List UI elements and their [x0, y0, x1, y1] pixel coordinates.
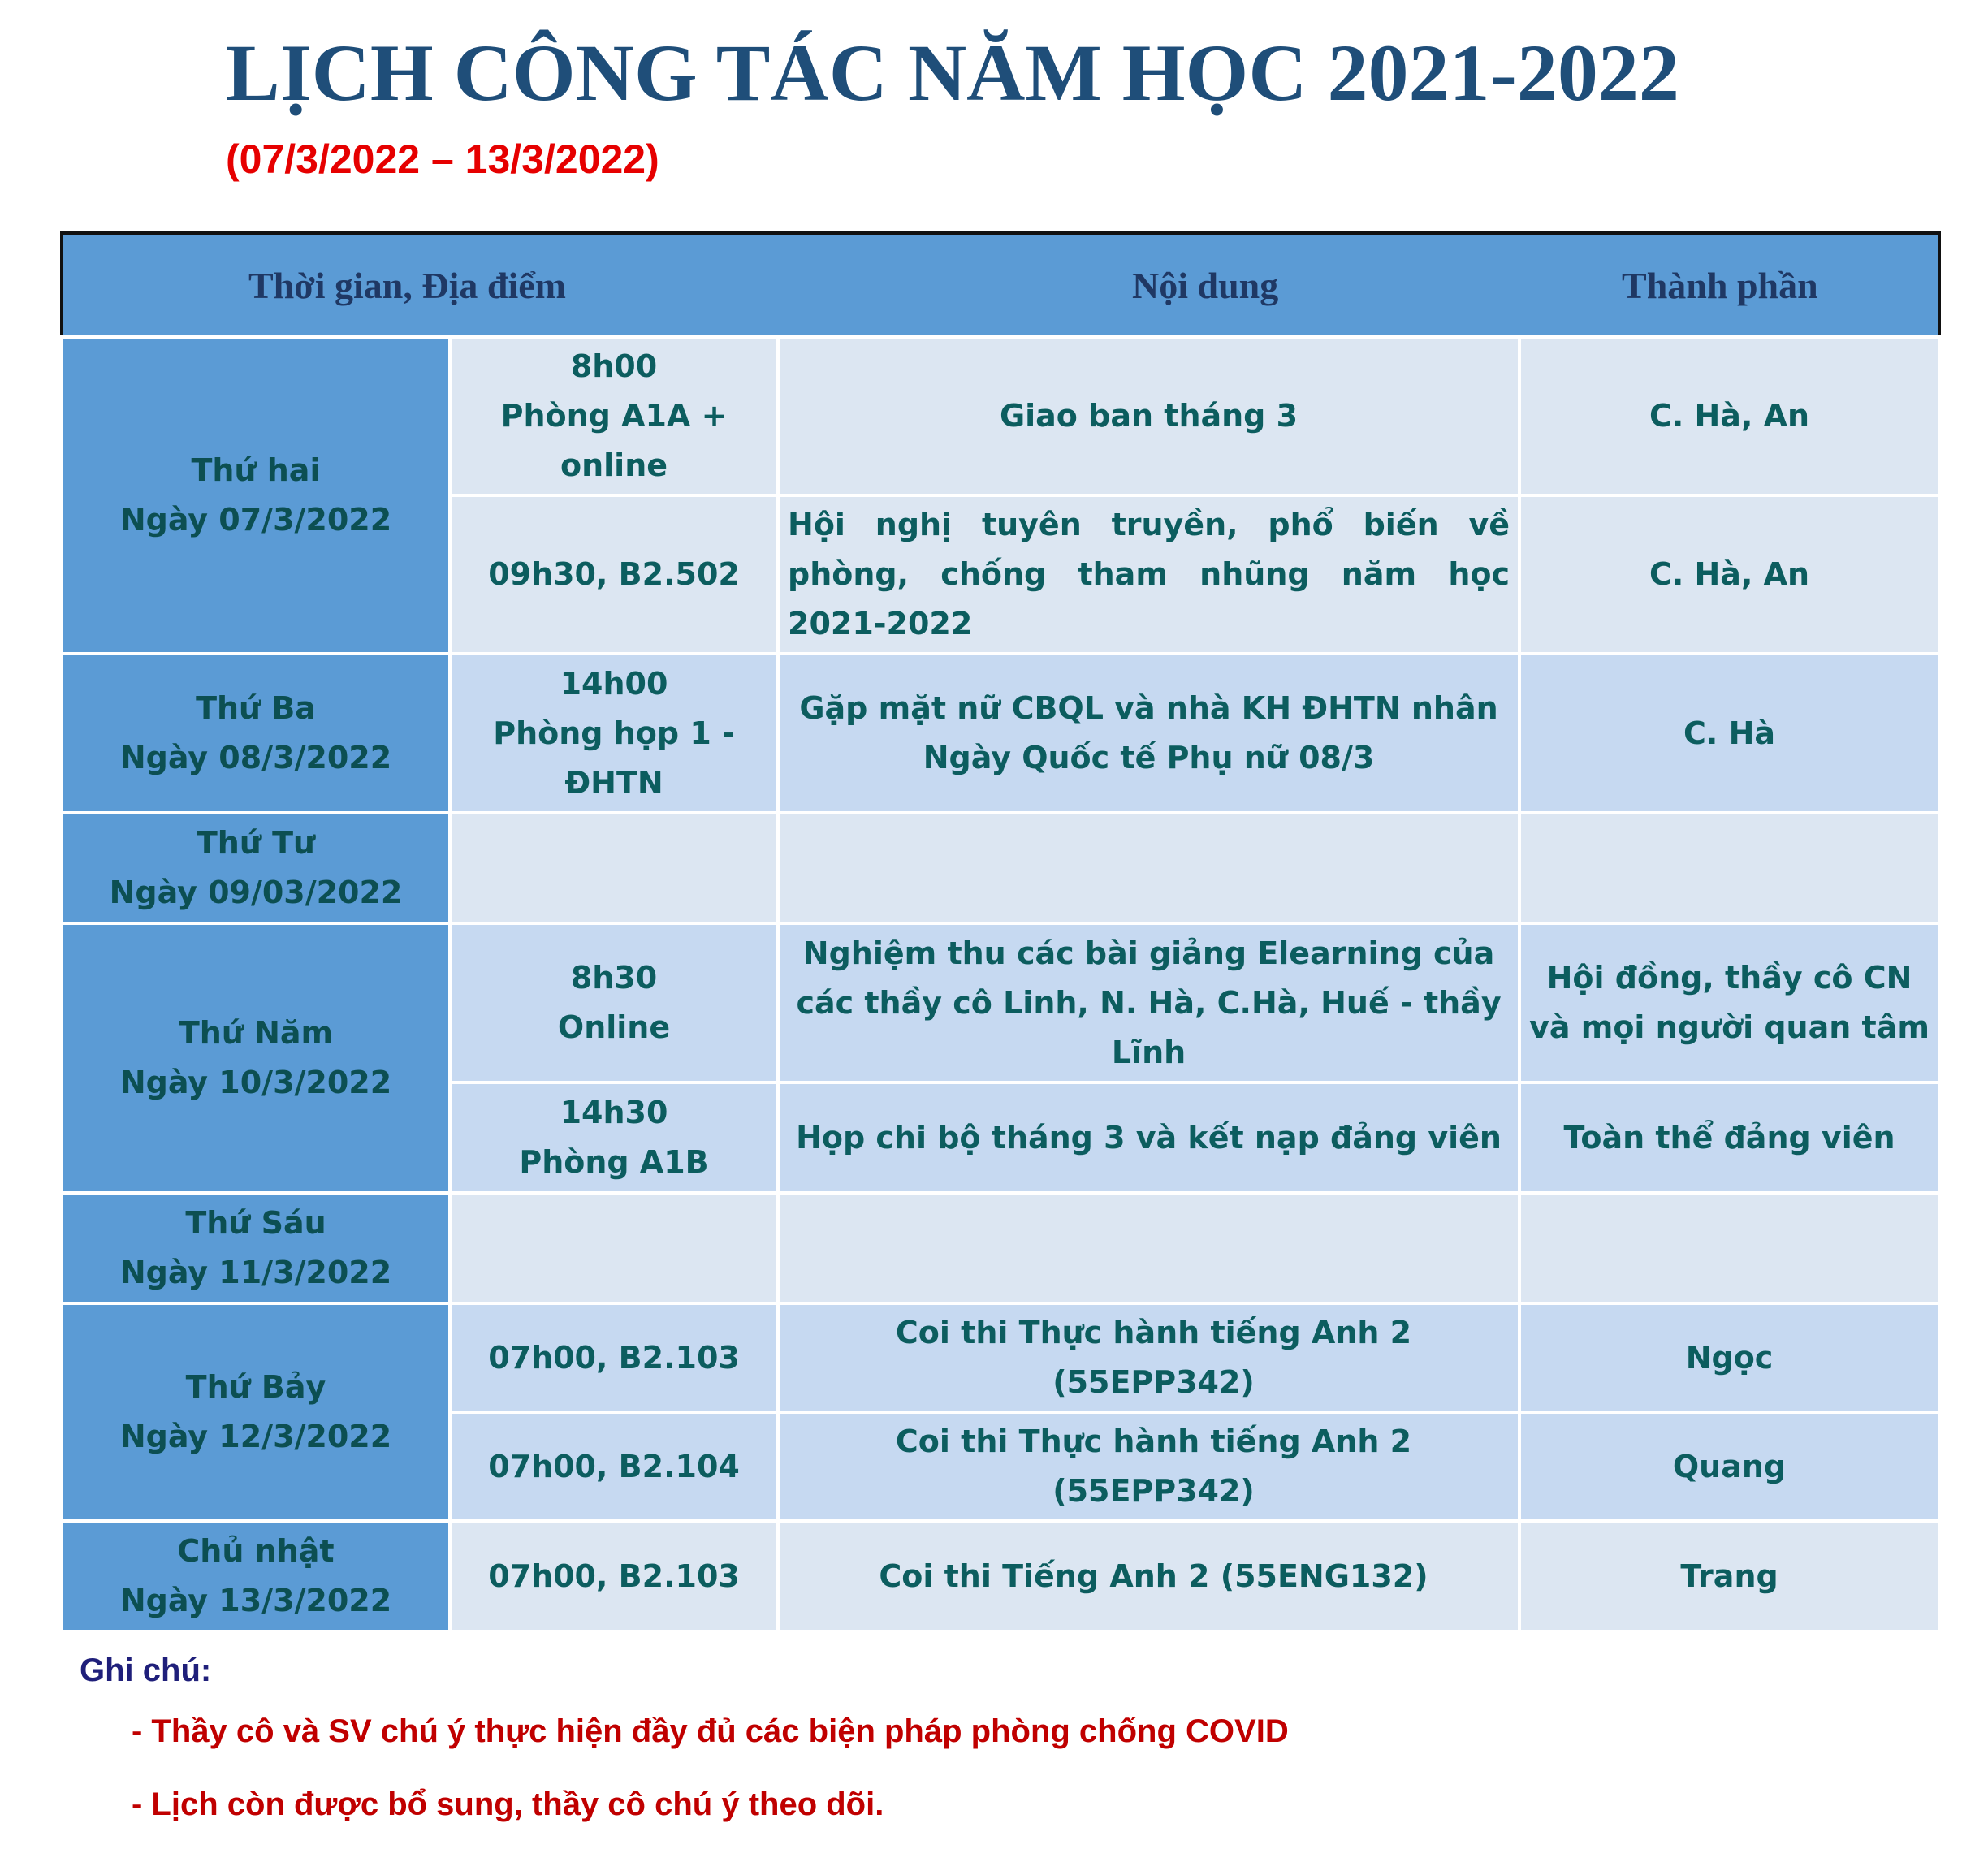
place: Phòng họp 1 - — [493, 715, 735, 751]
day-cell — [62, 1521, 450, 1631]
date: Ngày 10/3/2022 — [119, 1065, 392, 1100]
header-row — [62, 233, 1939, 337]
note-item: - Lịch còn được bổ sung, thầy cô chú ý theo dõi. — [132, 1786, 884, 1822]
date: Ngày 09/03/2022 — [109, 875, 403, 910]
content-cell: Họp chi bộ tháng 3 và kết nạp đảng viên — [778, 1082, 1519, 1193]
date: Ngày 13/3/2022 — [119, 1583, 392, 1618]
time: 14h30 — [560, 1095, 668, 1130]
day-cell — [62, 654, 450, 813]
time-place-cell — [450, 337, 778, 495]
day-cell — [62, 813, 450, 923]
weekday: Thứ Tư — [196, 825, 316, 861]
content-cell: Coi thi Thực hành tiếng Anh 2 (55EPP342) — [778, 1412, 1519, 1521]
header-time-place: Thời gian, Địa điểm — [62, 233, 778, 337]
date: Ngày 07/3/2022 — [119, 502, 392, 538]
content-cell — [778, 1193, 1519, 1303]
table-row — [62, 923, 1939, 1082]
page-title: LỊCH CÔNG TÁC NĂM HỌC 2021-2022 — [226, 28, 1679, 118]
date: Ngày 08/3/2022 — [119, 740, 392, 775]
day-cell — [62, 1193, 450, 1303]
time-place-cell: 07h00, B2.103 — [450, 1521, 778, 1631]
participants-cell — [1519, 1193, 1939, 1303]
participants-cell: Quang — [1519, 1412, 1939, 1521]
content-cell: Hội nghị tuyên truyền, phổ biến về phòng, chống tham nhũng năm học 2021-2022 — [778, 495, 1519, 654]
place: Phòng A1B — [519, 1144, 709, 1180]
time-place-cell: 07h00, B2.104 — [450, 1412, 778, 1521]
header-participants: Thành phần — [1519, 233, 1939, 337]
table-row — [62, 1193, 1939, 1303]
participants-cell — [1519, 813, 1939, 923]
weekday: Thứ Năm — [178, 1015, 334, 1051]
table-row — [62, 1303, 1939, 1412]
time-place-cell — [450, 1193, 778, 1303]
time-place-cell — [450, 923, 778, 1082]
participants-cell: Hội đồng, thầy cô CN và mọi người quan tâm — [1519, 923, 1939, 1082]
participants-cell: C. Hà, An — [1519, 337, 1939, 495]
table-row — [62, 1521, 1939, 1631]
content-cell: Nghiệm thu các bài giảng Elearning của các thầy cô Linh, N. Hà, C.Hà, Huế - thầy Lĩnh — [778, 923, 1519, 1082]
day-cell — [62, 923, 450, 1193]
notes-label: Ghi chú: — [80, 1653, 212, 1688]
content-cell: Giao ban tháng 3 — [778, 337, 1519, 495]
date: Ngày 12/3/2022 — [119, 1419, 392, 1454]
participants-cell: C. Hà — [1519, 654, 1939, 813]
time: 8h00 — [570, 348, 658, 384]
place: Online — [557, 1009, 671, 1045]
time: 8h30 — [570, 960, 658, 996]
place: online — [560, 447, 668, 483]
time-place-cell — [450, 813, 778, 923]
place: ĐHTN — [564, 764, 663, 801]
note-item: - Thầy cô và SV chú ý thực hiện đầy đủ các biện pháp phòng chống COVID — [132, 1713, 1289, 1749]
content-cell: Coi thi Tiếng Anh 2 (55ENG132) — [778, 1521, 1519, 1631]
weekday: Thứ Ba — [196, 690, 316, 726]
content-cell — [778, 813, 1519, 923]
weekday: Thứ hai — [191, 452, 321, 488]
weekday: Chủ nhật — [177, 1533, 335, 1569]
time-place-cell: 09h30, B2.502 — [450, 495, 778, 654]
date: Ngày 11/3/2022 — [119, 1255, 392, 1290]
time-place-cell: 07h00, B2.103 — [450, 1303, 778, 1412]
table-row — [62, 654, 1939, 813]
participants-cell: Trang — [1519, 1521, 1939, 1631]
weekday: Thứ Sáu — [185, 1205, 326, 1241]
header-content: Nội dung — [778, 233, 1519, 337]
time: 14h00 — [560, 665, 668, 702]
date-range: (07/3/2022 – 13/3/2022) — [226, 136, 659, 182]
content-cell: Coi thi Thực hành tiếng Anh 2 (55EPP342) — [778, 1303, 1519, 1412]
participants-cell: Ngọc — [1519, 1303, 1939, 1412]
day-cell — [62, 337, 450, 654]
table-row — [62, 813, 1939, 923]
participants-cell: Toàn thể đảng viên — [1519, 1082, 1939, 1193]
schedule-table — [60, 231, 1941, 1633]
participants-cell: C. Hà, An — [1519, 495, 1939, 654]
content-cell: Gặp mặt nữ CBQL và nhà KH ĐHTN nhân Ngày Quốc tế Phụ nữ 08/3 — [778, 654, 1519, 813]
place: Phòng A1A + — [500, 398, 728, 434]
time-place-cell — [450, 654, 778, 813]
day-cell — [62, 1303, 450, 1521]
time-place-cell — [450, 1082, 778, 1193]
table-row — [62, 337, 1939, 495]
weekday: Thứ Bảy — [185, 1369, 326, 1405]
